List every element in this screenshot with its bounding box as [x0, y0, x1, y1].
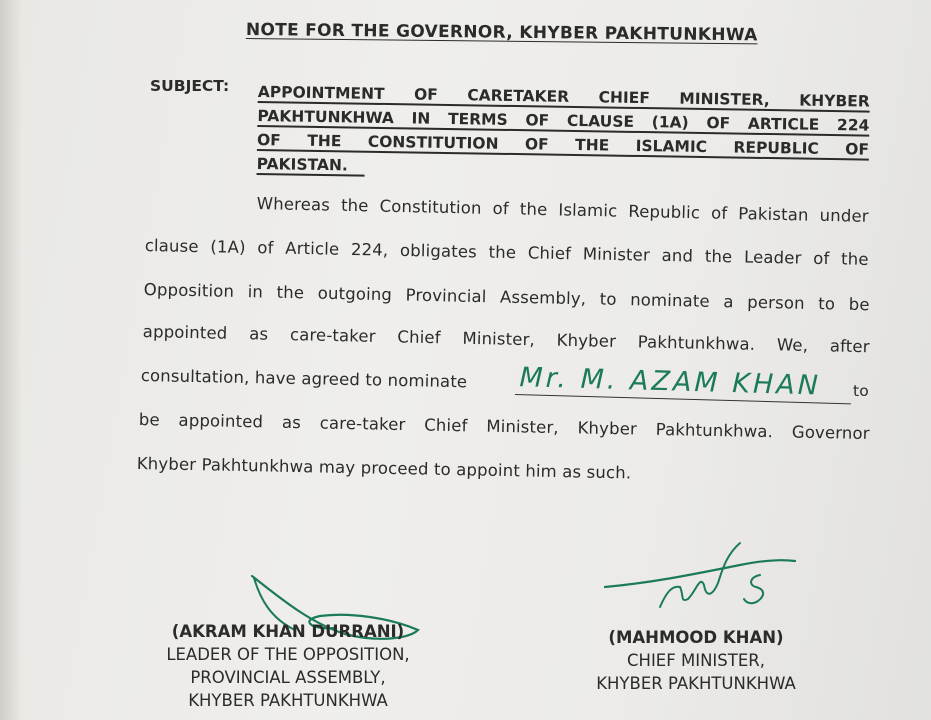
signature-mahmood-khan [600, 535, 810, 615]
signatory-title-line: PROVINCIAL ASSEMBLY, [190, 668, 386, 687]
document-title: NOTE FOR THE GOVERNOR, KHYBER PAKHTUNKHWA [245, 20, 758, 46]
signatory-title-line: LEADER OF THE OPPOSITION, [166, 645, 410, 664]
body-line [145, 236, 869, 269]
subject-line: PAKISTAN. [257, 153, 365, 177]
signatory-name: (MAHMOOD KHAN) [608, 628, 784, 647]
body-line [257, 194, 869, 226]
signatory-right [566, 626, 826, 695]
body-line: Khyber Pakhtunkhwa may proceed to appoint him as such. [136, 454, 632, 483]
nominee-handwritten: Mr. M. AZAM KHAN [519, 362, 822, 402]
body-line: consultation, have agreed to nominate [140, 366, 468, 392]
signatory-title-line: CHIEF MINISTER, [627, 651, 765, 670]
signatory-name: (AKRAM KHAN DURRANI) [171, 622, 405, 641]
signatory-left [138, 620, 438, 712]
body-line-text: clause (1A) of Article 224, obligates the Chief Minister and the Leader of the [144, 236, 869, 269]
subject-line: PAKHTUNKHWA IN TERMS OF CLAUSE (1A) OF ARTICLE 224 [257, 106, 870, 135]
subject-line: OF THE CONSTITUTION OF THE ISLAMIC REPUBLIC OF [256, 130, 870, 159]
body-line [143, 322, 870, 356]
body-line [144, 280, 870, 314]
body-line: to [853, 382, 869, 400]
nominee-blank [515, 360, 852, 404]
subject-text [256, 81, 869, 187]
body-line-text: Whereas the Constitution of the Islamic Republic of Pakistan under [256, 194, 869, 226]
subject-line: APPOINTMENT OF CARETAKER CHIEF MINISTER, KHYBER [257, 82, 870, 111]
signatory-title-line: KHYBER PAKHTUNKHWA [596, 674, 796, 693]
body-line-text: appointed as care-taker Chief Minister, Khyber Pakhtunkhwa. We, after [142, 322, 870, 357]
body-line [139, 410, 870, 443]
subject-label: SUBJECT: [150, 77, 230, 95]
body-line-text: Opposition in the outgoing Provincial Assembly, to nominate a person to be [143, 280, 870, 315]
signatory-title-line: KHYBER PAKHTUNKHWA [188, 691, 388, 710]
body-line-text: be appointed as care-taker Chief Minister, Khyber Pakhtunkhwa. Governor [138, 410, 870, 444]
